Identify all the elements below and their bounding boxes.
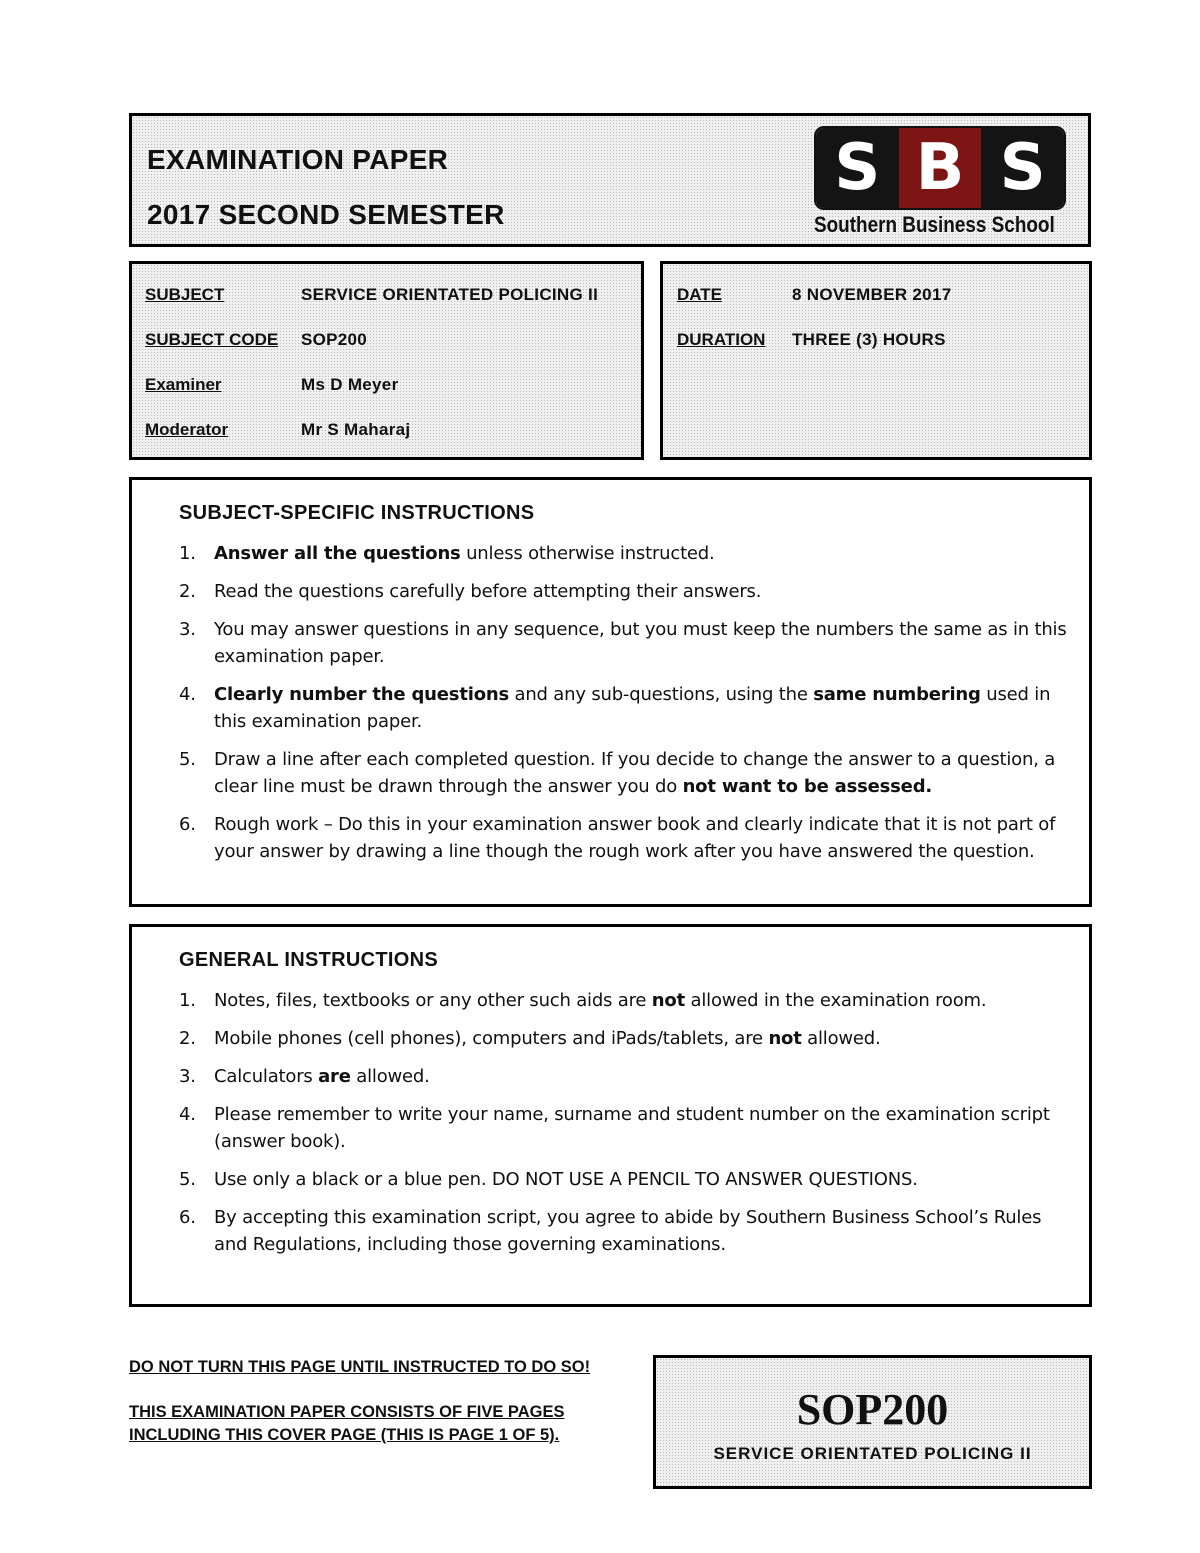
instruction-number: 4. [179,684,196,705]
exam-title: EXAMINATION PAPER [147,144,449,175]
logo-letter-s2: S [981,128,1064,208]
moderator-label: Moderator [145,420,229,439]
instruction-number: 6. [179,1207,196,1228]
instruction-segment: used in this examination paper. [214,684,1051,732]
instruction-segment: By accepting this examination script, you agree to abide by Southern Business School’s Rules and Regulations, including those governing examinations. [214,1207,1042,1255]
instruction-emphasis: are [318,1066,351,1087]
examiner-label: Examiner [145,375,222,394]
instruction-text [214,540,1079,567]
subject-value: SERVICE ORIENTATED POLICING II [301,285,599,304]
instruction-item [179,681,1079,735]
instruction-segment: unless otherwise instructed. [460,543,715,564]
instruction-item [179,746,1079,800]
moderator-value: Mr S Maharaj [301,420,411,439]
subject-instructions-list [179,540,1079,876]
examiner-value: Ms D Meyer [301,375,399,394]
instruction-segment: Please remember to write your name, surname and student number on the examination script (answer book). [214,1104,1050,1152]
sbs-logo [814,126,1068,240]
instruction-segment: Mobile phones (cell phones), computers and iPads/tablets, are [214,1028,769,1049]
instruction-segment: allowed. [801,1028,881,1049]
subject-code-label: SUBJECT CODE [145,330,279,349]
page-count-line-2: INCLUDING THIS COVER PAGE (THIS IS PAGE 1 OF 5). [129,1426,560,1444]
instruction-item [179,1101,1079,1155]
logo-school-name: Southern Business School [814,212,1055,237]
instruction-text [214,681,1079,735]
instruction-segment: Notes, files, textbooks or any other such aids are [214,990,652,1011]
subject-code-box [653,1355,1092,1489]
sbs-logo-letters [814,126,1066,210]
instruction-segment: Calculators [214,1066,319,1087]
instruction-number: 5. [179,749,196,770]
instruction-text [214,1063,1079,1090]
page-count-note [129,1401,629,1447]
subject-label: SUBJECT [145,285,225,304]
do-not-turn-warning: DO NOT TURN THIS PAGE UNTIL INSTRUCTED TO DO SO! [129,1358,591,1376]
instruction-item [179,578,1079,605]
subject-info-box [129,261,644,460]
date-label: DATE [677,285,723,304]
duration-value: THREE (3) HOURS [792,330,946,349]
logo-letter-s1: S [816,128,899,208]
instruction-number: 2. [179,1028,196,1049]
instruction-text [214,578,1079,605]
subject-instructions-box [129,477,1092,907]
instruction-item [179,616,1079,670]
instruction-text [214,1166,1079,1193]
instruction-number: 1. [179,990,196,1011]
instruction-text [214,746,1079,800]
instruction-segment: Use only a black or a blue pen. DO NOT USE A PENCIL TO ANSWER QUESTIONS. [214,1169,918,1190]
general-instructions-title: GENERAL INSTRUCTIONS [179,949,438,971]
instruction-number: 4. [179,1104,196,1125]
instruction-item [179,1063,1079,1090]
instruction-text [214,1204,1079,1258]
instruction-segment: Read the questions carefully before attempting their answers. [214,581,762,602]
instruction-number: 3. [179,619,196,640]
general-instructions-list [179,987,1079,1269]
instruction-segment: and any sub-questions, using the [509,684,814,705]
exam-header [129,113,1091,247]
instruction-item [179,811,1079,865]
instruction-emphasis: same numbering [813,684,981,705]
date-info-box [660,261,1092,460]
logo-letter-b: B [899,128,982,208]
instruction-number: 3. [179,1066,196,1087]
instruction-segment: You may answer questions in any sequence, but you must keep the numbers the same as in this examination paper. [214,619,1067,667]
page-count-line-1: THIS EXAMINATION PAPER CONSISTS OF FIVE PAGES [129,1403,565,1421]
instruction-text [214,1101,1079,1155]
subject-code-value: SOP200 [301,330,368,349]
instruction-emphasis: not [768,1028,802,1049]
instruction-segment: Draw a line after each completed question. If you decide to change the answer to a question, a clear line must be drawn through the answer you do [214,749,1056,797]
instruction-emphasis: Answer all the questions [214,543,461,564]
date-value: 8 NOVEMBER 2017 [792,285,952,304]
instruction-item [179,987,1079,1014]
instruction-item [179,1166,1079,1193]
instruction-number: 5. [179,1169,196,1190]
instruction-number: 6. [179,814,196,835]
duration-label: DURATION [677,330,766,349]
instruction-item [179,1025,1079,1052]
instruction-text [214,1025,1079,1052]
instruction-segment: Rough work – Do this in your examination answer book and clearly indicate that it is not part of your answer by drawing a line though the rough work after you have answered the question. [214,814,1056,862]
instruction-emphasis: Clearly number the questions [214,684,509,705]
instruction-item [179,1204,1079,1258]
subject-instructions-title: SUBJECT-SPECIFIC INSTRUCTIONS [179,502,535,524]
instruction-emphasis: not want to be assessed. [682,776,933,797]
instruction-text [214,811,1079,865]
instruction-item [179,540,1079,567]
subject-code-large: SOP200 [796,1385,949,1434]
subject-name-footer: SERVICE ORIENTATED POLICING II [713,1444,1032,1463]
instruction-text [214,616,1079,670]
instruction-number: 1. [179,543,196,564]
instruction-text [214,987,1079,1014]
instruction-segment: allowed. [350,1066,430,1087]
exam-semester: 2017 SECOND SEMESTER [147,199,505,230]
general-instructions-box [129,924,1092,1307]
instruction-emphasis: not [651,990,685,1011]
instruction-segment: allowed in the examination room. [684,990,987,1011]
instruction-number: 2. [179,581,196,602]
